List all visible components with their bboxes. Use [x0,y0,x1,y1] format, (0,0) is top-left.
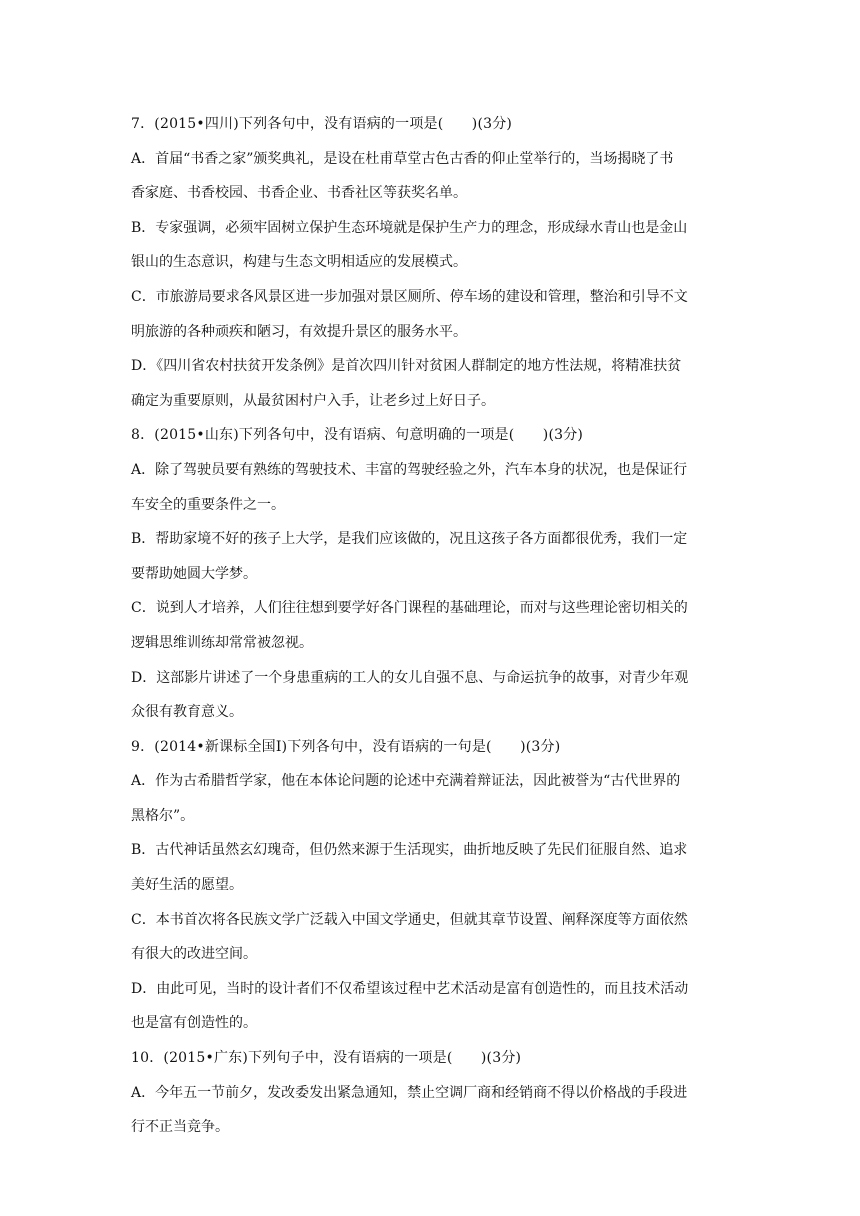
question-9-option-b-line-2: 美好生活的愿望。 [131,877,243,894]
question-10-option-a-line-2: 行不正当竞争。 [131,1119,229,1136]
question-7-option-b-line-1: B．专家强调，必须牢固树立保护生态环境就是保护生产力的理念，形成绿水青山也是金山 [131,219,688,236]
question-8-option-c-line-2: 逻辑思维训练却常常被忽视。 [131,634,313,651]
question-7-option-c-line-1: C．市旅游局要求各风景区进一步加强对景区厕所、停车场的建设和管理，整治和引导不文 [131,288,688,305]
question-9-option-d-line-2: 也是富有创造性的。 [131,1015,257,1032]
question-8-option-b-line-1: B．帮助家境不好的孩子上大学，是我们应该做的，况且这孩子各方面都很优秀，我们一定 [131,531,688,548]
question-8-option-a-line-1: A．除了驾驶员要有熟练的驾驶技术、丰富的驾驶经验之外，汽车本身的状况，也是保证行 [131,461,688,478]
question-8-option-d-line-2: 众很有教育意义。 [131,704,243,721]
question-10-stem: 10．(2015•广东)下列句子中，没有语病的一项是( )(3分) [131,1050,522,1067]
question-content [131,107,731,1145]
question-10-option-a-line-1: A．今年五一节前夕，发改委发出紧急通知，禁止空调厂商和经销商不得以价格战的手段进 [131,1084,688,1101]
question-9-option-c-line-1: C．本书首次将各民族文学广泛载入中国文学通史，但就其章节设置、阐释深度等方面依然 [131,911,688,928]
question-7-option-b-line-2: 银山的生态意识，构建与生态文明相适应的发展模式。 [131,254,467,271]
question-9-option-c-line-2: 有很大的改进空间。 [131,946,257,963]
question-9-option-a-line-2: 黑格尔”。 [131,807,195,824]
question-7-option-d-line-2: 确定为重要原则，从最贫困村户入手，让老乡过上好日子。 [131,392,495,409]
question-7-option-d-line-1: D．《四川省农村扶贫开发条例》是首次四川针对贫困人群制定的地方性法规，将精准扶贫 [131,358,682,375]
question-8-option-a-line-2: 车安全的重要条件之一。 [131,496,285,513]
question-7-option-a-line-2: 香家庭、书香校园、书香企业、书香社区等获奖名单。 [131,185,467,202]
question-9-option-d-line-1: D．由此可见，当时的设计者们不仅希望该过程中艺术活动是富有创造性的，而且技术活动 [131,980,689,997]
question-7-stem: 7．(2015•四川)下列各句中，没有语病的一项是( )(3分) [131,116,513,132]
question-9-option-a-line-1: A．作为古希腊哲学家，他在本体论问题的论述中充满着辩证法，因此被誉为“古代世界的 [131,773,681,790]
question-7-option-c-line-2: 明旅游的各种顽疾和陋习，有效提升景区的服务水平。 [131,323,467,340]
question-8-option-c-line-1: C．说到人才培养，人们往往想到要学好各门课程的基础理论，而对与这些理论密切相关的 [131,600,688,617]
question-9-option-b-line-1: B．古代神话虽然玄幻瑰奇，但仍然来源于生活现实，曲折地反映了先民们征服自然、追求 [131,842,688,859]
question-9-stem: 9．(2014•新课标全国Ⅰ)下列各句中，没有语病的一句是( )(3分) [131,738,561,755]
question-8-option-d-line-1: D．这部影片讲述了一个身患重病的工人的女儿自强不息、与命运抗争的故事，对青少年观 [131,669,689,686]
question-8-stem: 8．(2015•山东)下列各句中，没有语病、句意明确的一项是( )(3分) [131,427,584,444]
question-7-option-a-line-1: A．首届“书香之家”颁奖典礼，是设在杜甫草堂古色古香的仰止堂举行的，当场揭晓了书 [131,150,674,167]
question-8-option-b-line-2: 要帮助她圆大学梦。 [131,565,257,582]
